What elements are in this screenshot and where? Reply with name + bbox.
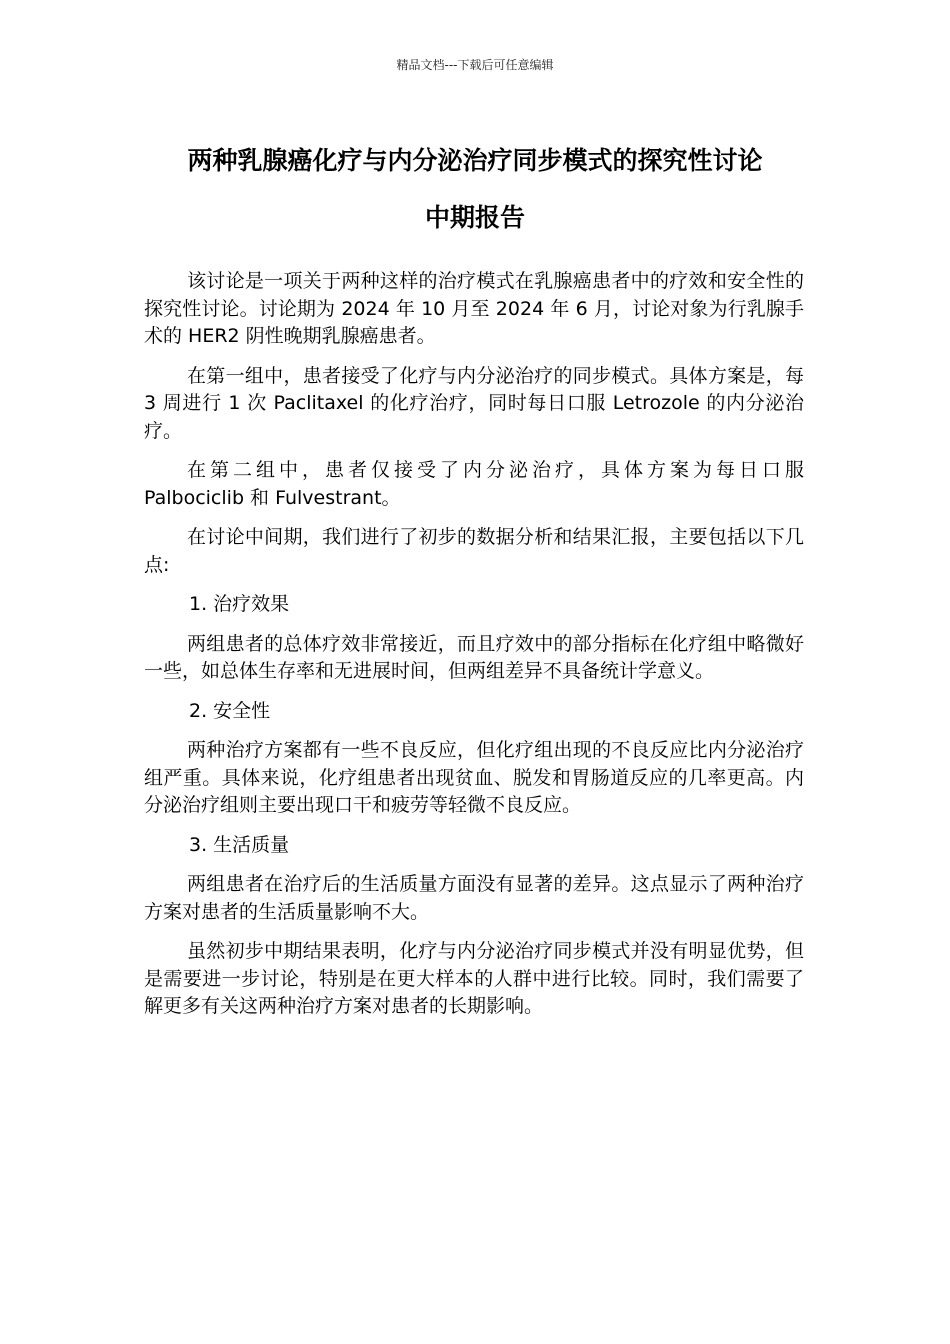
intro-paragraph: 该讨论是一项关于两种这样的治疗模式在乳腺癌患者中的疗效和安全性的探究性讨论。讨论期为 2024 年 10 月至 2024 年 6 月，讨论对象为行乳腺手术的 HER2 阴性晚期乳腺癌患者。 xyxy=(144,270,804,347)
document-title xyxy=(100,132,850,246)
section-text-safety: 两种治疗方案都有一些不良反应，但化疗组出现的不良反应比内分泌治疗组严重。具体来说，化疗组患者出现贫血、脱发和胃肠道反应的几率更高。内分泌治疗组则主要出现口干和疲劳等轻微不良反应。 xyxy=(144,739,804,816)
document-body xyxy=(144,268,804,1033)
section-text-efficacy: 两组患者的总体疗效非常接近，而且疗效中的部分指标在化疗组中略微好一些，如总体生存率和无进展时间，但两组差异不具备统计学意义。 xyxy=(144,632,804,682)
title-line-1: 两种乳腺癌化疗与内分泌治疗同步模式的探究性讨论 xyxy=(187,146,763,175)
section-heading-efficacy: 1. 治疗效果 xyxy=(189,593,290,615)
interim-summary-paragraph: 在讨论中间期，我们进行了初步的数据分析和结果汇报，主要包括以下几点: xyxy=(144,526,804,576)
group-two-paragraph: 在第二组中，患者仅接受了内分泌治疗，具体方案为每日口服 Palbociclib 和 Fulvestrant。 xyxy=(144,459,804,509)
section-heading-quality-of-life: 3. 生活质量 xyxy=(189,833,290,856)
group-one-paragraph: 在第一组中，患者接受了化疗与内分泌治疗的同步模式。具体方案是，每 3 周进行 1 次 Paclitaxel 的化疗治疗，同时每日口服 Letrozole 的内分泌治疗。 xyxy=(144,364,804,442)
conclusion-paragraph: 虽然初步中期结果表明，化疗与内分泌治疗同步模式并没有明显优势，但是需要进一步讨论，特别是在更大样本的人群中进行比较。同时，我们需要了解更多有关这两种治疗方案对患者的长期影响。 xyxy=(144,940,804,1017)
title-line-2: 中期报告 xyxy=(424,203,525,232)
section-text-quality-of-life: 两组患者在治疗后的生活质量方面没有显著的差异。这点显示了两种治疗方案对患者的生活质量影响不大。 xyxy=(144,873,804,923)
section-heading-safety: 2. 安全性 xyxy=(189,699,271,722)
header-note: 精品文档---下载后可任意编辑 xyxy=(396,58,554,72)
